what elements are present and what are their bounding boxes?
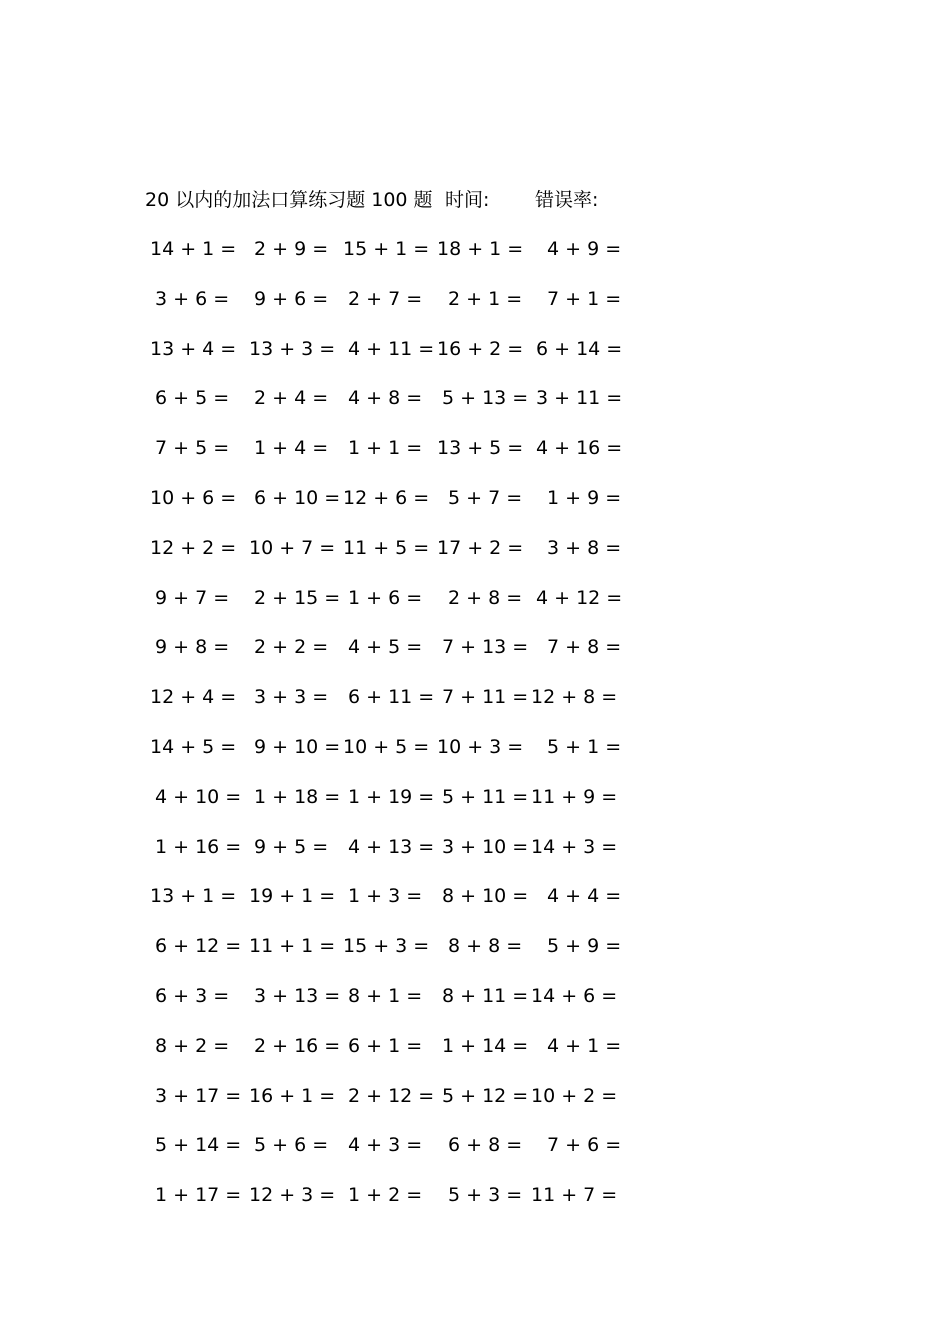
- problem-item: 2 + 7 =: [348, 287, 423, 310]
- problem-item: 5 + 12 =: [442, 1084, 529, 1107]
- problem-item: 9 + 8 =: [155, 636, 230, 659]
- problem-item: 13 + 3 =: [249, 337, 336, 360]
- problem-item: 3 + 8 =: [547, 536, 622, 559]
- problem-item: 12 + 4 =: [150, 686, 237, 709]
- problem-item: 1 + 4 =: [254, 437, 329, 460]
- problem-item: 12 + 2 =: [150, 536, 237, 559]
- problem-item: 10 + 2 =: [531, 1084, 618, 1107]
- problem-item: 3 + 6 =: [155, 287, 230, 310]
- problem-item: 5 + 13 =: [442, 387, 529, 410]
- problem-item: 4 + 10 =: [155, 785, 242, 808]
- problem-item: 4 + 13 =: [348, 835, 435, 858]
- problem-item: 4 + 9 =: [547, 238, 622, 260]
- problem-item: 2 + 4 =: [254, 387, 329, 410]
- problem-item: 3 + 3 =: [254, 686, 329, 709]
- problem-item: 2 + 15 =: [254, 586, 341, 609]
- problem-item: 2 + 16 =: [254, 1034, 341, 1057]
- time-label: 时间:: [445, 189, 490, 211]
- problem-item: 14 + 1 =: [150, 238, 237, 260]
- problem-item: 16 + 2 =: [437, 337, 524, 360]
- error-rate-label: 错误率:: [535, 189, 599, 211]
- problem-item: 2 + 1 =: [448, 287, 523, 310]
- problem-item: 5 + 9 =: [547, 935, 622, 958]
- problem-item: 1 + 16 =: [155, 835, 242, 858]
- problem-item: 3 + 13 =: [254, 985, 341, 1007]
- problem-item: 4 + 16 =: [536, 437, 623, 460]
- problem-item: 4 + 8 =: [348, 387, 423, 410]
- problem-item: 3 + 10 =: [442, 835, 529, 858]
- problem-item: 10 + 6 =: [150, 487, 237, 509]
- problem-item: 15 + 1 =: [343, 238, 430, 260]
- problem-item: 15 + 3 =: [343, 935, 430, 958]
- problem-item: 4 + 4 =: [547, 885, 622, 908]
- problem-item: 6 + 11 =: [348, 686, 435, 709]
- problem-item: 1 + 14 =: [442, 1034, 529, 1057]
- problem-item: 17 + 2 =: [437, 536, 524, 559]
- problem-item: 13 + 4 =: [150, 337, 237, 360]
- problem-item: 13 + 1 =: [150, 885, 237, 908]
- problem-item: 2 + 12 =: [348, 1084, 435, 1107]
- problem-item: 5 + 6 =: [254, 1134, 329, 1157]
- problem-item: 4 + 11 =: [348, 337, 435, 360]
- problem-item: 11 + 9 =: [531, 785, 618, 808]
- problem-item: 9 + 6 =: [254, 287, 329, 310]
- problem-item: 5 + 14 =: [155, 1134, 242, 1157]
- problem-item: 1 + 19 =: [348, 785, 435, 808]
- problem-item: 10 + 5 =: [343, 736, 430, 758]
- problem-item: 4 + 1 =: [547, 1034, 622, 1057]
- problem-item: 3 + 11 =: [536, 387, 623, 410]
- problem-item: 8 + 10 =: [442, 885, 529, 908]
- problem-item: 4 + 12 =: [536, 586, 623, 609]
- worksheet-title: 20 以内的加法口算练习题 100 题: [145, 189, 433, 211]
- problem-item: 9 + 5 =: [254, 835, 329, 858]
- worksheet-header: [145, 186, 599, 214]
- problem-item: 5 + 7 =: [448, 487, 523, 509]
- problem-item: 10 + 7 =: [249, 536, 336, 559]
- problem-item: 4 + 3 =: [348, 1134, 423, 1157]
- problem-item: 6 + 12 =: [155, 935, 242, 958]
- problem-item: 10 + 3 =: [437, 736, 524, 758]
- problem-item: 9 + 7 =: [155, 586, 230, 609]
- problem-item: 2 + 9 =: [254, 238, 329, 260]
- problem-item: 7 + 1 =: [547, 287, 622, 310]
- problem-item: 18 + 1 =: [437, 238, 524, 260]
- problem-item: 6 + 14 =: [536, 337, 623, 360]
- problem-item: 12 + 3 =: [249, 1184, 336, 1207]
- problem-item: 1 + 1 =: [348, 437, 423, 460]
- problem-item: 2 + 2 =: [254, 636, 329, 659]
- problem-item: 6 + 10 =: [254, 487, 341, 509]
- problem-item: 13 + 5 =: [437, 437, 524, 460]
- problem-item: 6 + 8 =: [448, 1134, 523, 1157]
- problem-item: 9 + 10 =: [254, 736, 341, 758]
- problem-item: 14 + 5 =: [150, 736, 237, 758]
- problem-item: 8 + 11 =: [442, 985, 529, 1007]
- problem-item: 14 + 3 =: [531, 835, 618, 858]
- problem-item: 1 + 17 =: [155, 1184, 242, 1207]
- problem-item: 16 + 1 =: [249, 1084, 336, 1107]
- problem-item: 7 + 6 =: [547, 1134, 622, 1157]
- problem-item: 6 + 3 =: [155, 985, 230, 1007]
- problem-item: 14 + 6 =: [531, 985, 618, 1007]
- problem-item: 11 + 1 =: [249, 935, 336, 958]
- problem-item: 1 + 18 =: [254, 785, 341, 808]
- problem-item: 12 + 6 =: [343, 487, 430, 509]
- problem-item: 12 + 8 =: [531, 686, 618, 709]
- problem-item: 7 + 13 =: [442, 636, 529, 659]
- problem-item: 1 + 2 =: [348, 1184, 423, 1207]
- problem-item: 5 + 11 =: [442, 785, 529, 808]
- problem-item: 4 + 5 =: [348, 636, 423, 659]
- problem-item: 11 + 5 =: [343, 536, 430, 559]
- problem-item: 8 + 8 =: [448, 935, 523, 958]
- problem-item: 1 + 9 =: [547, 487, 622, 509]
- problem-item: 7 + 11 =: [442, 686, 529, 709]
- problem-item: 6 + 1 =: [348, 1034, 423, 1057]
- problem-item: 7 + 8 =: [547, 636, 622, 659]
- problem-item: 8 + 2 =: [155, 1034, 230, 1057]
- problem-item: 2 + 8 =: [448, 586, 523, 609]
- problem-item: 1 + 6 =: [348, 586, 423, 609]
- problem-item: 11 + 7 =: [531, 1184, 618, 1207]
- problem-item: 8 + 1 =: [348, 985, 423, 1007]
- problem-item: 5 + 3 =: [448, 1184, 523, 1207]
- problem-item: 5 + 1 =: [547, 736, 622, 758]
- problem-item: 6 + 5 =: [155, 387, 230, 410]
- problem-item: 7 + 5 =: [155, 437, 230, 460]
- problem-item: 19 + 1 =: [249, 885, 336, 908]
- problem-item: 3 + 17 =: [155, 1084, 242, 1107]
- problem-item: 1 + 3 =: [348, 885, 423, 908]
